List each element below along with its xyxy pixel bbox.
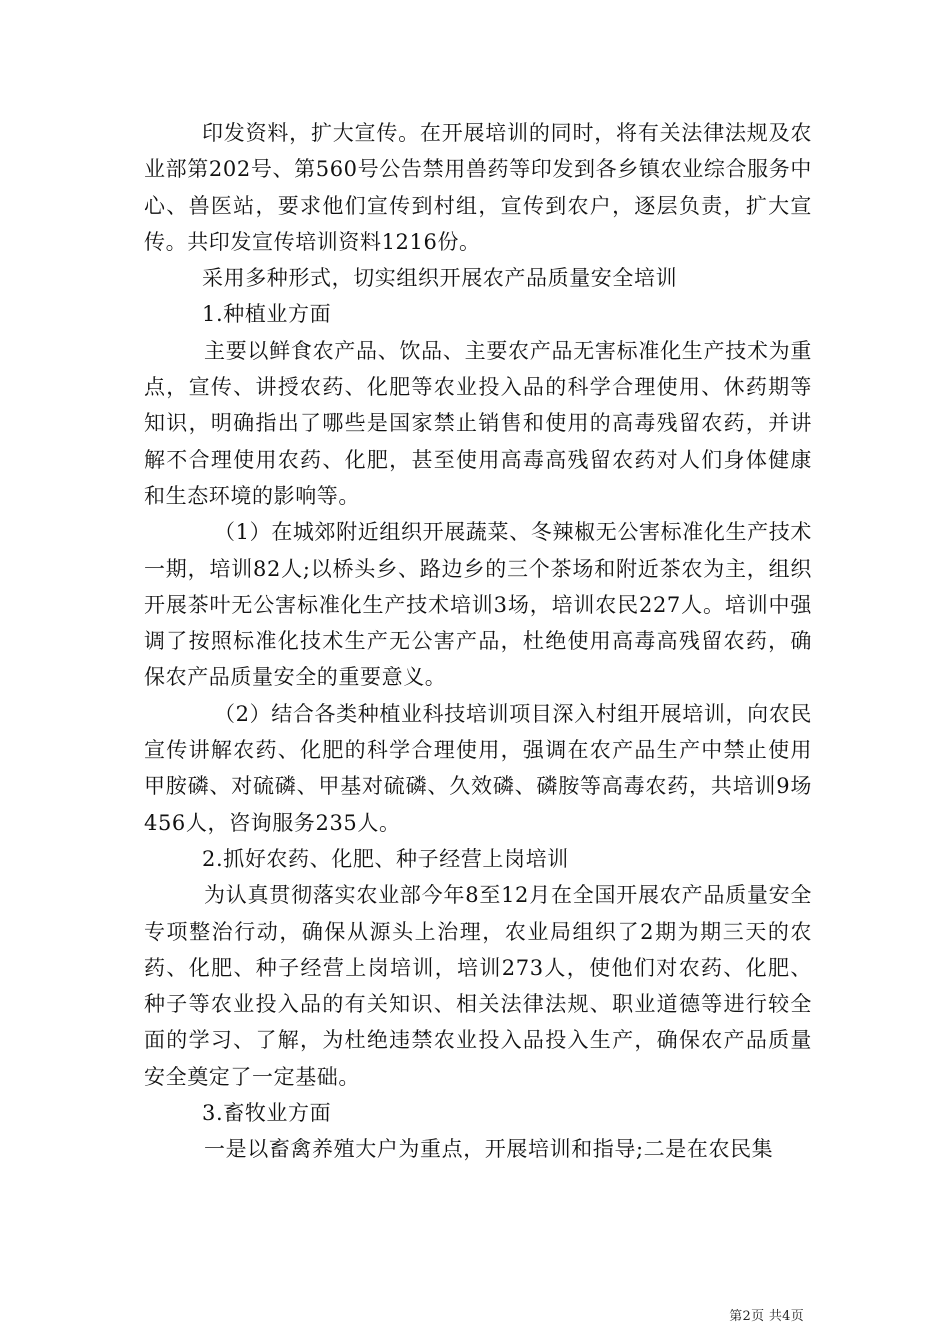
paragraph-business-training: 为认真贯彻落实农业部今年8至12月在全国开展农产品质量安全专项整治行动，确保从源头上治理，农业局组织了2期为期三天的农药、化肥、种子经营上岗培训，培训273人，使他们对农药、化肥、种子等农业投入品的有关知识、相关法律法规、职业道德等进行较全面的学习、了解，为杜绝违禁农业投入品投入生产，确保农产品质量安全奠定了一定基础。 xyxy=(144,883,812,1089)
paragraph-publicity: 印发资料，扩大宣传。在开展培训的同时，将有关法律法规及农业部第202号、第560号公告禁用兽药等印发到各乡镇农业综合服务中心、兽医站，要求他们宣传到村组，宣传到农户，逐层负责，扩大宣传。共印发宣传培训资料1216份。 xyxy=(144,121,812,254)
heading-livestock: 3.畜牧业方面 xyxy=(202,1101,332,1126)
paragraph-item-1: （1）在城郊附近组织开展蔬菜、冬辣椒无公害标准化生产技术一期，培训82人;以桥头乡、路边乡的三个茶场和附近茶农为主，组织开展茶叶无公害标准化生产技术培训3场，培训农民227人。培训中强调了按照标准化技术生产无公害产品，杜绝使用高毒高残留农药，确保农产品质量安全的重要意义。 xyxy=(144,520,812,690)
heading-business-training: 2.抓好农药、化肥、种子经营上岗培训 xyxy=(202,846,569,871)
heading-training-forms: 采用多种形式，切实组织开展农产品质量安全培训 xyxy=(202,266,678,291)
page-number: 第2页 共4页 xyxy=(729,1309,804,1324)
paragraph-planting-focus: 主要以鲜食农产品、饮品、主要农产品无害标准化生产技术为重点，宣传、讲授农药、化肥等农业投入品的科学合理使用、休药期等知识，明确指出了哪些是国家禁止销售和使用的高毒残留农药，并讲解不合理使用农药、化肥，甚至使用高毒高残留农药对人们身体健康和生态环境的影响等。 xyxy=(144,338,812,508)
paragraph-livestock: 一是以畜禽养殖大户为重点，开展培训和指导;二是在农民集 xyxy=(204,1137,774,1162)
paragraph-item-2: （2）结合各类种植业科技培训项目深入村组开展培训，向农民宣传讲解农药、化肥的科学合理使用，强调在农产品生产中禁止使用甲胺磷、对硫磷、甲基对硫磷、久效磷、磷胺等高毒农药，共培训9场456人，咨询服务235人。 xyxy=(144,701,812,835)
heading-planting: 1.种植业方面 xyxy=(202,302,332,327)
document-body xyxy=(144,115,812,1168)
